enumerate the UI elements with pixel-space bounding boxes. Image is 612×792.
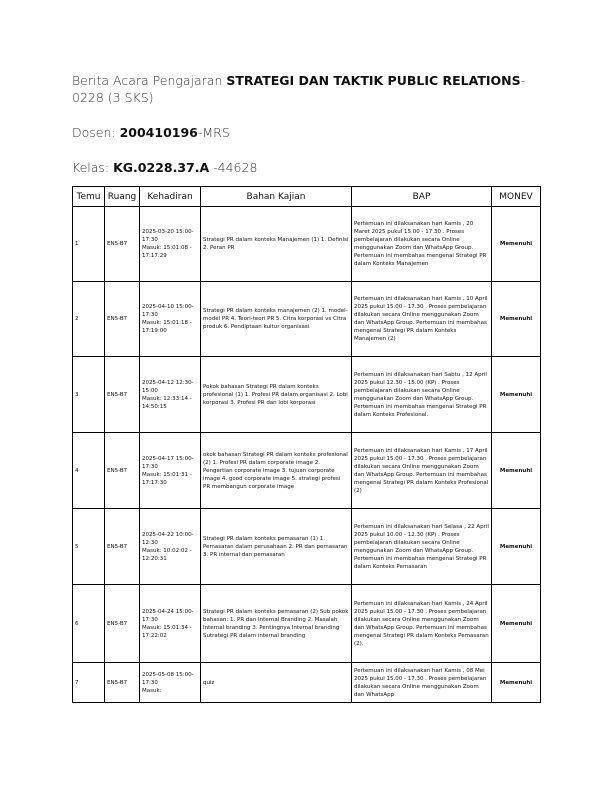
header-kehadiran: Kehadiran [140, 187, 201, 207]
attendance-text: Masuk: 12:33:14 - 14:50:15 [142, 395, 192, 410]
attendance-text: Masuk: 15:01:31 - 17:17:30 [142, 471, 192, 486]
bap-cell: Pertemuan ini dilaksanakan hari Kamis , 17 April 2025 pukul 15.00 - 17.30 . Proses pembelajaran dilakukan secara Online menggunakan Zoom dan WhatsApp Group. Pertemuan ini membahas mengenai Strategi PR dalam Konteks Profesional (2) [352, 433, 492, 509]
monev-cell: Memenuhi [492, 585, 541, 663]
monev-cell: Memenuhi [492, 282, 541, 357]
kelas-label: Kelas: [72, 160, 114, 175]
attendance-cell [140, 357, 201, 433]
row-number: 4 [73, 433, 105, 509]
dosen-suffix: -MRS [197, 125, 230, 140]
monev-cell: Memenuhi [492, 357, 541, 433]
topic-cell: Strategi PR dalam konteks pemasaran (1) 1. Pemasaran dalam perusahaan 2. PR dan pemasaran 3. PR internal dan pemasaran [201, 509, 352, 585]
row-number: 3 [73, 357, 105, 433]
attendance-cell [140, 433, 201, 509]
bap-cell: Pertemuan ini dilaksanakan hari Selasa , 22 April 2025 pukul 10.00 - 12.30 (KP) . Proses pembelajaran dilakukan secara Online menggunakan Zoom dan WhatsApp Group. Pertemuan ini membahas mengenai Strategi PR dalam Konteks Pemasaran [352, 509, 492, 585]
table-row [73, 357, 541, 433]
lecturer-line [72, 124, 552, 141]
bap-cell: Pertemuan ini dilaksanakan hari Kamis , 20 Maret 2025 pukul 15.00 - 17.30 . Proses pembelajaran dilakukan secara Online menggunakan Zoom dan WhatsApp Group. Pertemuan ini membahas mengenai Strategi PR dalam Konteks Manajemen [352, 207, 492, 282]
bap-cell: Pertemuan ini dilaksanakan hari Kamis , 24 April 2025 pukul 15.00 - 17.30 . Proses pembelajaran dilakukan secara Online menggunakan Zoom dan WhatsApp Group. Pertemuan ini membahas mengenai Strategi PR dalam Konteks Pemasaran (2). [352, 585, 492, 663]
row-number: 7 [73, 663, 105, 703]
schedule-text: 2025-04-17 15:00-17:30 [142, 455, 194, 470]
topic-cell: Strategi PR dalam konteks Manajemen (1) 1. Definisi 2. Peran PR [201, 207, 352, 282]
topic-cell: quiz [201, 663, 352, 703]
dosen-label: Dosen: [72, 125, 120, 140]
schedule-text: 2025-04-12 12:30-15:00 [142, 379, 194, 394]
row-number: 1 [73, 207, 105, 282]
header-ruang: Ruang [105, 187, 140, 207]
table-row [73, 433, 541, 509]
room-cell: EN5-B7 [105, 433, 140, 509]
room-cell: EN5-B7 [105, 585, 140, 663]
attendance-cell [140, 585, 201, 663]
row-number: 5 [73, 509, 105, 585]
topic-cell: Pokok bahasan Strategi PR dalam konteks profesional (1) 1. Profesi PR dalam organisasi 2. Lobi korporasi 3. Profesi PR dan lobi korporasi [201, 357, 352, 433]
schedule-text: 2025-04-24 15:00-17:30 [142, 608, 194, 623]
table-row [73, 282, 541, 357]
attendance-cell [140, 663, 201, 703]
document-header [72, 72, 552, 194]
bap-cell: Pertemuan ini dilaksanakan hari Kamis , 08 Mei 2025 pukul 15.00 - 17.30 . Proses pembelajaran dilakukan secara Online menggunakan Zoom dan WhatsApp [352, 663, 492, 703]
attendance-text: Masuk: [142, 687, 162, 694]
class-line [72, 159, 552, 176]
topic-cell: Strategi PR dalam konteks manajemen (2) 1. model-model PR 4. Teori-teori PR 5. Citra korporasi vs Citra produk 6. Pendiptaan kultur organisasi [201, 282, 352, 357]
header-bahan-kajian: Bahan Kajian [201, 187, 352, 207]
table-row [73, 509, 541, 585]
attendance-text: Masuk: 15:01:34 - 17:22:02 [142, 624, 192, 639]
table-header-row [73, 187, 541, 207]
course-name: STRATEGI DAN TAKTIK PUBLIC RELATIONS [226, 73, 521, 88]
room-cell: EN5-B7 [105, 509, 140, 585]
attendance-cell [140, 509, 201, 585]
dosen-id: 200410196 [119, 125, 198, 140]
attendance-text: Masuk: 15:01:08 - 17:17:29 [142, 245, 192, 259]
bap-cell: Pertemuan ini dilaksanakan hari Sabtu , 12 April 2025 pukul 12.30 - 15.00 (KP) . Proses pembelajaran dilakukan secara Online menggunakan Zoom dan WhatsApp Group. Pertemuan ini membahas mengenai Strategi PR dalam Konteks Profesional. [352, 357, 492, 433]
room-cell: EN5-B7 [105, 663, 140, 703]
room-cell: EN5-B7 [105, 357, 140, 433]
topic-cell: okok bahasan Strategi PR dalam konteks profesional (2) 1. Profesi PR dalam corporate image 2. Pengertian corporate image 3. tujuan corporate image 4. good corporate image 5. strategi profesi PR membangun corporate image [201, 433, 352, 509]
row-number: 6 [73, 585, 105, 663]
schedule-text: 2025-04-22 10:00-12:30 [142, 531, 194, 546]
document-title [72, 72, 552, 106]
table-row [73, 207, 541, 282]
monev-cell: Memenuhi [492, 207, 541, 282]
room-cell: EN5-B7 [105, 282, 140, 357]
schedule-text: 2025-05-08 15:00-17:30 [142, 671, 194, 686]
attendance-cell [140, 207, 201, 282]
bap-table [72, 186, 541, 703]
kelas-code: KG.0228.37.A [113, 160, 210, 175]
row-number: 2 [73, 282, 105, 357]
topic-cell: Strategi PR dalam konteks pemasaran (2) Sub pokok bahasan: 1. PR dan Internal Branding 2. Masalah Internal branding 3. Pentingnya Internal branding Sutrategi PR dalam internal branding [201, 585, 352, 663]
monev-cell: Memenuhi [492, 509, 541, 585]
table-row [73, 663, 541, 703]
room-cell: EN5-B7 [105, 207, 140, 282]
header-monev: MONEV [492, 187, 541, 207]
title-prefix: Berita Acara Pengajaran [72, 73, 227, 88]
attendance-cell [140, 282, 201, 357]
attendance-text: Masuk: 15:01:18 - 17:19:00 [142, 320, 192, 334]
monev-cell: Memenuhi [492, 433, 541, 509]
kelas-suffix: -44628 [209, 160, 258, 175]
header-temu: Temu [73, 187, 105, 207]
schedule-text: 2025-03-20 15:00-17:30 [142, 229, 194, 243]
monev-cell: Memenuhi [492, 663, 541, 703]
schedule-text: 2025-04-10 15:00-17:30 [142, 304, 194, 318]
page-bottom-margin [0, 733, 612, 792]
attendance-text: Masuk: 10:02:02 - 12:20:31 [142, 547, 192, 562]
table-row [73, 585, 541, 663]
course-code: -0228 (3 SKS) [72, 73, 526, 105]
header-bap: BAP [352, 187, 492, 207]
bap-cell: Pertemuan ini dilaksanakan hari Kamis , 10 April 2025 pukul 15.00 - 17.30 . Proses pembelajaran dilakukan secara Online menggunakan Zoom dan WhatsApp Group. Pertemuan ini membahas mengenai Strategi PR dalam Konteks Manajemen (2) [352, 282, 492, 357]
